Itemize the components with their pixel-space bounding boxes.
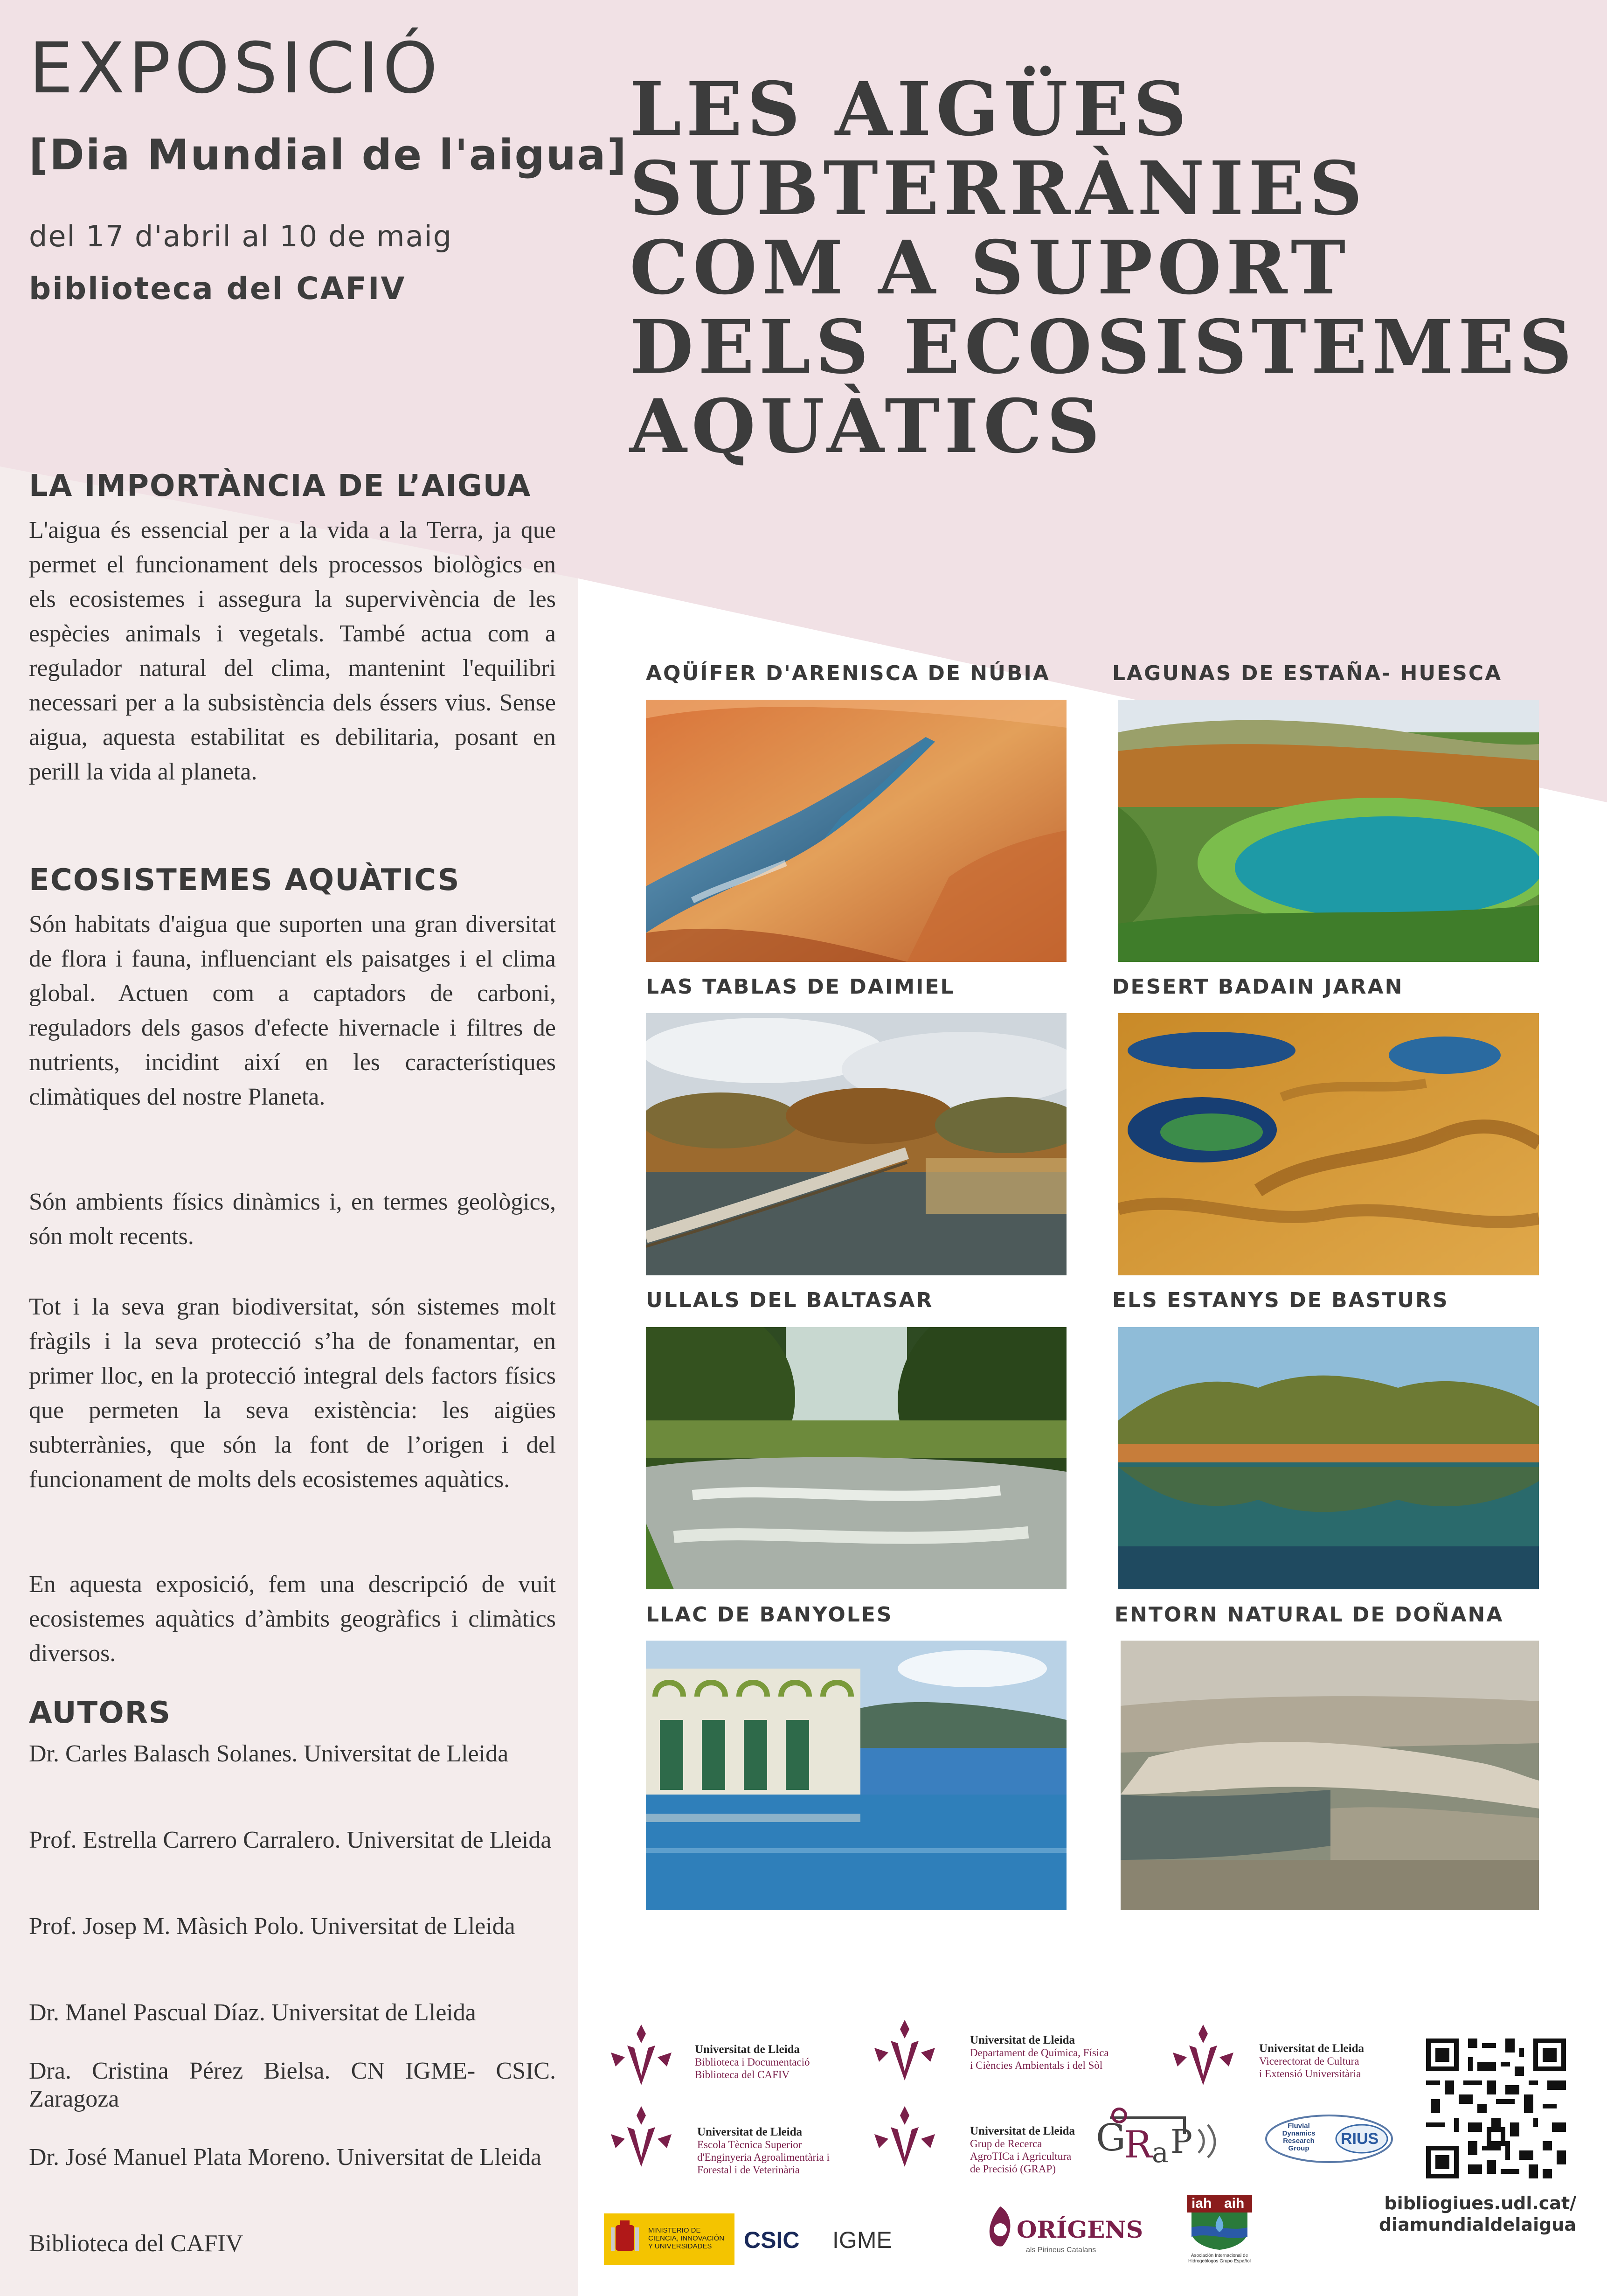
- photo-caption: DESERT BADAIN JARAN: [1112, 975, 1404, 999]
- logo-line: i Extensió Universitària: [1259, 2068, 1361, 2080]
- author-item: Biblioteca del CAFIV: [29, 2230, 243, 2257]
- event-type: EXPOSICIÓ: [29, 28, 442, 109]
- photo-caption: LAS TABLAS DE DAIMIEL: [646, 975, 955, 999]
- udl-emblem-icon: [865, 2015, 944, 2085]
- website-url[interactable]: [1352, 2192, 1576, 2235]
- rius-line: Research: [1283, 2137, 1315, 2145]
- udl-logo-grap: [865, 2101, 1089, 2175]
- logo-line: Escola Tècnica Superior: [697, 2139, 802, 2150]
- udl-emblem-icon: [602, 2101, 681, 2171]
- udl-emblem-icon: [865, 2101, 944, 2171]
- logo-line: de Precisió (GRAP): [970, 2163, 1056, 2175]
- logo-name: Universitat de Lleida: [695, 2043, 800, 2056]
- author-item: Dra. Cristina Pérez Bielsa. CN IGME- CSIC. Zaragoza: [29, 2058, 556, 2112]
- svg-text:G: G: [1096, 2116, 1126, 2159]
- grap-logo: [1091, 2101, 1226, 2171]
- photo-caption: LLAC DE BANYOLES: [646, 1603, 893, 1627]
- author-item: Prof. Josep M. Màsich Polo. Universitat de Lleida: [29, 1913, 515, 1940]
- ecosystems-text-1: Són habitats d'aigua que suporten una gran diversitat de flora i fauna, influenciant els paisatges i el clima global. Actuen com a captadors de carboni, reguladors dels gasos d'efecte hivernacle i filtres de nutrients, incidint així en les característiques climàtiques del nostre Planeta.: [29, 911, 556, 1110]
- photo-caption: LAGUNAS DE ESTAÑA- HUESCA: [1112, 661, 1503, 685]
- logo-name: Universitat de Lleida: [1259, 2042, 1364, 2055]
- photo-tablas-daimiel: [646, 1013, 1067, 1275]
- ecosystems-text-2: Són ambients físics dinàmics i, en termes geològics, són molt recents.: [29, 1189, 556, 1250]
- igme-logo: IGME: [832, 2227, 892, 2253]
- rius-logo: [1264, 2113, 1394, 2164]
- url-line: diamundialdelaigua: [1378, 2214, 1576, 2235]
- svg-text:R: R: [1124, 2123, 1152, 2166]
- rius-line: Dynamics: [1282, 2129, 1316, 2137]
- title-line: COM A SUPORT: [630, 225, 1351, 311]
- photo-badain-jaran: [1118, 1013, 1539, 1275]
- ministry-logo: [604, 2213, 734, 2265]
- logo-name: Universitat de Lleida: [697, 2126, 802, 2138]
- title-line: DELS ECOSISTEMES: [630, 304, 1577, 390]
- logo-line: Biblioteca del CAFIV: [695, 2069, 790, 2080]
- author-item: Dr. José Manuel Plata Moreno. Universitat de Lleida: [29, 2144, 541, 2171]
- logo-name: Universitat de Lleida: [970, 2034, 1075, 2046]
- origens-subtitle: als Pirineus Catalans: [1026, 2246, 1096, 2254]
- logo-line: Departament de Química, Física: [970, 2047, 1109, 2059]
- photo-ullals-baltasar: [646, 1327, 1067, 1589]
- origens-logo: [984, 2199, 1143, 2269]
- logo-line: i Ciències Ambientals i del Sòl: [970, 2059, 1103, 2071]
- iah-aih-logo: [1180, 2195, 1259, 2269]
- photo-donana: [1121, 1641, 1539, 1910]
- logo-line: Vicerectorat de Cultura: [1259, 2055, 1359, 2067]
- photo-caption: ULLALS DEL BALTASAR: [646, 1288, 934, 1312]
- photo-estana-lagoon: [1118, 700, 1539, 962]
- udl-logo-vicerectorat: [1164, 2020, 1406, 2090]
- dates: del 17 d'abril al 10 de maig: [29, 219, 453, 253]
- author-item: Dr. Carles Balasch Solanes. Universitat de Lleida: [29, 1740, 509, 1767]
- rius-line: Group: [1288, 2144, 1309, 2152]
- svg-text:P: P: [1171, 2122, 1193, 2161]
- ecosystems-heading: ECOSISTEMES AQUÀTICS: [29, 863, 460, 898]
- ecosystems-text-4: En aquesta exposició, fem una descripció de vuit ecosistemes aquàtics d’àmbits geogràfics i climàtics diversos.: [29, 1571, 556, 1667]
- photo-caption: AQÜÍFER D'ARENISCA DE NÚBIA: [646, 661, 1050, 685]
- ministry-csic-igme-logos: [604, 2213, 940, 2265]
- photo-llac-banyoles: [646, 1641, 1067, 1910]
- svg-text:a: a: [1152, 2136, 1169, 2169]
- importance-heading: LA IMPORTÀNCIA DE L’AIGUA: [29, 469, 532, 503]
- photo-nubia-aquifer: [646, 700, 1067, 962]
- ministry-name: MINISTERIO DE CIENCIA, INNOVACIÓN Y UNIVERSIDADES: [648, 2226, 725, 2250]
- qr-code[interactable]: [1421, 2034, 1571, 2183]
- photo-caption: ENTORN NATURAL DE DOÑANA: [1115, 1603, 1504, 1627]
- title-line: LES AIGÜES: [630, 66, 1191, 153]
- logo-name: Universitat de Lleida: [970, 2125, 1075, 2137]
- spain-coat-of-arms-icon: [609, 2220, 641, 2258]
- origens-name: ORÍGENS: [1017, 2216, 1143, 2243]
- title-line: SUBTERRÀNIES: [630, 146, 1367, 232]
- aih-text: aih: [1224, 2196, 1245, 2211]
- udl-logo-etsea: [602, 2101, 863, 2176]
- occasion: [Dia Mundial de l'aigua]: [29, 131, 628, 180]
- url-line: bibliogiues.udl.cat/: [1384, 2193, 1576, 2213]
- authors-heading: AUTORS: [29, 1696, 171, 1730]
- venue: biblioteca del CAFIV: [29, 271, 406, 306]
- rius-line: Fluvial: [1288, 2122, 1310, 2130]
- logo-line: AgroTICa i Agricultura: [970, 2150, 1072, 2162]
- author-item: Dr. Manel Pascual Díaz. Universitat de Lleida: [29, 1999, 476, 2026]
- page-title: [630, 66, 1586, 470]
- title-line: AQUÀTICS: [630, 383, 1105, 470]
- logo-line: Grup de Recerca: [970, 2138, 1042, 2150]
- author-item: Prof. Estrella Carrero Carralero. Universitat de Lleida: [29, 1827, 552, 1853]
- iah-text: iah: [1191, 2196, 1212, 2211]
- udl-emblem-icon: [1164, 2020, 1243, 2090]
- origens-mark-icon: [984, 2204, 1017, 2251]
- photo-estanys-basturs: [1118, 1327, 1539, 1589]
- iah-subtitle: Asociación Internacional de Hidrogeólogos Grupo Español: [1188, 2253, 1251, 2264]
- csic-logo: CSIC: [744, 2227, 800, 2253]
- ecosystems-text-3: Tot i la seva gran biodiversitat, són sistemes molt fràgils i la seva protecció s’ha de fonamentar, en primer lloc, en la protecció integral dels factors físics que permeten la seva existència: les aigües subterrànies, que són la font de l’origen i del funcionament de molts dels ecosistemes aquàtics.: [29, 1294, 556, 1493]
- udl-logo-biblioteca: [602, 2020, 844, 2090]
- importance-text: L'aigua és essencial per a la vida a la Terra, ja que permet el funcionament dels processos biològics en els ecosistemes i assegura la supervivència de les espècies animals i vegetals. També actua com a regulador natural del clima, mantenint l'equilibri necessari per a la subsistència dels éssers vius. Sense aigua, aquesta estabilitat es debilitaria, posant en perill la vida al planeta.: [29, 517, 556, 785]
- rius-badge: RIUS: [1341, 2130, 1379, 2148]
- udl-logo-departament: [865, 2015, 1145, 2085]
- logo-line: Forestal i de Veterinària: [697, 2164, 800, 2176]
- udl-emblem-icon: [602, 2020, 681, 2090]
- logo-line: d'Enginyeria Agroalimentària i: [697, 2151, 830, 2163]
- photo-caption: ELS ESTANYS DE BASTURS: [1112, 1288, 1449, 1312]
- logo-line: Biblioteca i Documentació: [695, 2056, 810, 2068]
